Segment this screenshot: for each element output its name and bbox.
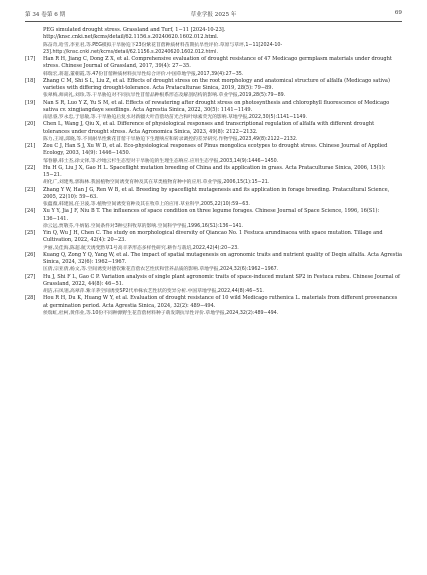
reference-cn: 南思睿,罗永忠,于思敏,等.干旱胁迫后复水对新疆大叶苜蓿幼苗光合和叶绿素荧光的影响.草地学报,2022,30(5):1141−1149. <box>43 115 308 120</box>
reference-en: Xu Y Y, Jia J F, Niu B T. The influences of space condition on three legume forages. Chinese Journal of Space Science, 1996, 16(S1): 136−141. <box>43 208 380 222</box>
reference-item <box>25 100 402 122</box>
reference-en: Hu J, Shi F L, Gao C P. Variation analysis of single plant agronomic traits of space-induced mutant SP2 in Festuca rubra. Chinese Journal of Grassland, 2022, 44(8): 46−51. <box>43 273 400 287</box>
reference-en: Yin Q, Wu J H, Chen C. The study on morphological diversity of Qiancao No. 1 Festuca arundinacea with space mutation. Tillage and Cultivation, 2022, 42(4): 20−23. <box>43 230 383 244</box>
reference-cn: 陈奋奇,哈雪,李亚君,等.PEG模拟干旱胁迫下23份紫花苜蓿种质材料苗期抗旱性评价.草原与草坪,1−11[2024-10-23].http://knsc.cnki.net/kcms/detail/62.1156.s.20240620.1602.012.html. <box>43 42 283 55</box>
reference-item <box>25 143 402 165</box>
reference-list <box>25 27 402 317</box>
reference-number: [22] <box>25 164 36 171</box>
reference-en: Zhang Y W, Han J G, Ren W B, et al. Breeding by spaceflight mutagenesis and its application in forage breeding. Pratacultural Science, 2005, 22(10): 59−63. <box>43 186 390 200</box>
reference-number: [25] <box>25 230 36 236</box>
reference-cn: 张蕴薇,韩建国,任卫波,等.植物空间诱变育种及其在牧草上的应用.草业科学,2005,22(10):59−63. <box>43 202 250 207</box>
reference-item <box>25 274 402 296</box>
reference-en: PEG simulated drought stress. Grassland and Turf, 1−11 [2024-10-23]. http://knsc.cnki.net/kcms/detail/62.1156.s.20240620.1602.012.html. <box>43 27 226 41</box>
reference-en: Hu H G, Liu J X, Gao H L. Spaceflight mutation breeding of China and its application in grass. Acta Prataculturae Sinica, 2006, 15(1): 15−21. <box>43 164 386 178</box>
reference-cn: 陈力,王靖,邱晓,等.不同耐旱性紫花苜蓿干旱胁迫下生理响应和转录调控的差异研究.作物学报,2023,49(8):2122−2132. <box>43 136 298 142</box>
reference-item <box>25 78 402 100</box>
reference-item <box>25 121 402 143</box>
reference-cn: 徐云远,贾敬芬,牛炳韬.空间条件对3种豆科牧草的影响.空间科学学报,1996,16(S1):136−141. <box>43 223 244 229</box>
reference-item <box>25 208 402 230</box>
reference-item <box>25 230 402 252</box>
header-journal-year: 草业学报 2025 年 <box>190 12 237 18</box>
reference-cn: 邹春静,韩士杰,徐文铎,等.沙地云杉生态型对干旱胁迫的生理生态响应.应用生态学报,2003,14(9):1446−1450. <box>43 158 279 164</box>
reference-number: [26] <box>25 251 36 258</box>
reference-item <box>25 252 402 274</box>
header-rule <box>25 21 402 22</box>
reference-number: [19] <box>25 99 36 106</box>
reference-en: Hou R H, Du K, Huang W Y, et al. Evaluation of drought resistance of 10 wild Medicago ruthenica L. materials from different provenances at germination period. Acta Agrestia Sinica, 2024, 32(2): 489−494. <box>43 295 398 309</box>
reference-cn: 尹丽,吴佳海,陈超.航天诱变黔草1号高羊茅形态多样性研究.耕作与栽培,2022,42(4):20−23. <box>43 245 239 251</box>
reference-item <box>25 56 402 78</box>
reference-en: Chen L, Wang J, Qiu X, et al. Difference of physiological responses and transcriptional regulation of alfalfa with different drought tolerances under drought stress. Acta Agronomica Sinica, 2023, 49(8): 2122−2132. <box>43 121 375 135</box>
reference-number: [23] <box>25 186 36 193</box>
reference-en: Han R H, Jiang C, Dong Z X, et al. Comprehensive evaluation of drought resistance of 47 Medicago germplasm materials under drought stress. Chinese Journal of Grassland, 2017, 39(4): 27−35. <box>43 56 392 70</box>
reference-number: [20] <box>25 121 36 128</box>
header-volume-issue: 第 34 卷第 6 期 <box>25 12 66 18</box>
reference-number: [24] <box>25 208 36 215</box>
header-page-number: 69 <box>394 10 402 16</box>
reference-item <box>25 187 402 209</box>
reference-en: Kuang Q, Zong Y Q, Yang W, et al. The impact of spatial mutagenesis on agronomic traits and nutrient quality of Deqin alfalfa. Acta Agrestia Sinica, 2024, 32(6): 1962−1967. <box>43 251 402 265</box>
reference-item <box>25 165 402 187</box>
reference-cn: 胡化广,刘建秀,郭海林.我国植物空间诱变育种及其在草类植物育种中的应用.草业学报,2006,15(1):15−21. <box>43 180 270 186</box>
reference-cn: 匡倩,宗亚倩,杨文,等.空间诱变对德钦紫花苜蓿农艺性状和营养品质的影响.草地学报,2024,32(6):1962−1967. <box>43 267 279 273</box>
reference-number: [18] <box>25 77 36 84</box>
reference-number: [17] <box>25 56 36 62</box>
reference-number: [21] <box>25 143 36 149</box>
reference-item <box>25 295 402 317</box>
reference-number: [27] <box>25 273 36 280</box>
reference-en: Zou C J, Han S J, Xu W D, et al. Eco-physiological responses of Pinus mongolica ecotypes to drought stress. Chinese Journal of Applied Ecology, 2003, 14(9): 1446−1450. <box>43 143 388 157</box>
reference-cn: 胡洁,石凤翎,高翠萍.紫羊茅空间诱变SP2代单株农艺性状的变异分析.中国草地学报,2022,44(8):46−51. <box>43 289 264 294</box>
reference-continuation <box>25 27 402 56</box>
reference-number: [28] <box>25 295 36 302</box>
reference-cn: 韩瑞宏,蒋超,董朝霞,等.47份苜蓿种质材料抗旱性综合评价.中国草地学报,2017,39(4):27−35. <box>43 71 244 77</box>
reference-en: Nan S R, Luo Y Z, Yu S M, et al. Effects of rewatering after drought stress on photosynthesis and chlorophyll fluorescence of Medicago sativa cv. xingjiangdaye seedlings. Acta Agrestia Sinica, 2022, 30(5): 1141−1149. <box>43 99 390 113</box>
reference-cn: 张翠梅,师尚礼,刘珍,等.干旱胁迫对不同抗旱性苜蓿品种根系形态及解剖结构的影响.草业学报,2019,28(5):79−89. <box>43 93 286 99</box>
reference-en: Zhang C M, Shi S L, Liu Z, et al. Effects of drought stress on the root morphology and anatomical structure of alfalfa (Medicago sativa) varieties with differing drought-tolerance. Acta Prataculturae Sinica, 2019, 28(5): 79−89. <box>43 77 390 91</box>
reference-cn: 侯瑞虹,杜柯,黄伟业,等.10份不同种源野生花苜蓿材料种子萌发期抗旱性评价.草地学报,2024,32(2):489−494. <box>43 310 279 316</box>
